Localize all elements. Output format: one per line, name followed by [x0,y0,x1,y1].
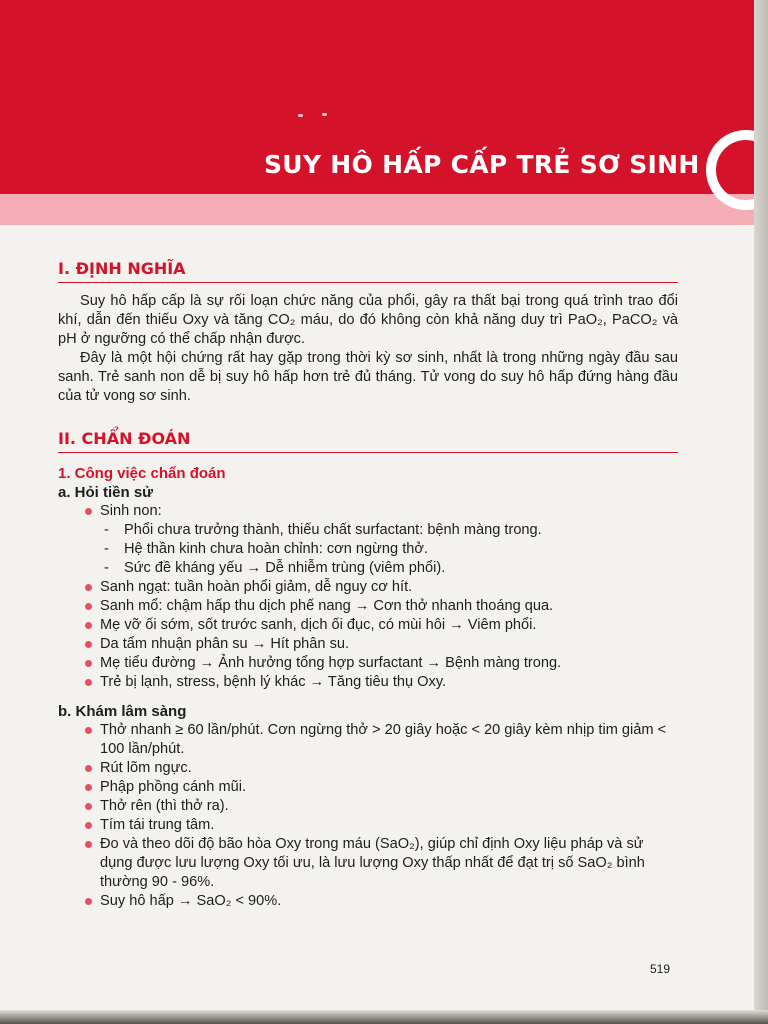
page-edge [754,0,768,1024]
definition-paragraph: Suy hô hấp cấp là sự rối loạn chức năng của phổi, gây ra thất bại trong quá trình trao đổi khí, dẫn đến thiếu Oxy và tăng CO₂ máu, do đó không còn khả năng duy trì PaO₂, PaCO₂ và pH ở ngưỡng có thể chấp nhận được. [58,293,678,347]
banner-speck [298,114,303,117]
section-heading-definition: I. ĐỊNH NGHĨA [58,258,678,283]
list-item: Thở nhanh ≥ 60 lần/phút. Cơn ngừng thở > 20 giây hoặc < 20 giây kèm nhịp tim giảm < 100 lần/phút. [84,721,678,759]
list-item-text: Sinh non: [100,503,162,519]
history-heading: a. Hỏi tiền sử [58,484,154,501]
list-item: - Hệ thần kinh chưa hoàn chỉnh: cơn ngừng thở. [104,540,678,559]
list-item: Phập phồng cánh mũi. [84,778,678,797]
list-item: Sanh ngạt: tuần hoàn phổi giảm, dễ nguy cơ hít. [84,578,678,597]
list-item: Mẹ tiểu đường → Ảnh hưởng tổng hợp surfactant → Bệnh màng trong. [84,654,678,673]
list-item: - Sức đề kháng yếu → Dễ nhiễm trùng (viêm phổi). [104,559,678,578]
subsection-heading: 1. Công việc chẩn đoán [58,465,226,482]
chapter-title: SUY HÔ HẤP CẤP TRẺ SƠ SINH [264,150,700,179]
list-item: Da tẩm nhuận phân su → Hít phân su. [84,635,678,654]
definition-paragraph: Đây là một hội chứng rất hay gặp trong thời kỳ sơ sinh, nhất là trong những ngày đầu sau sanh. Trẻ sanh non dễ bị suy hô hấp hơn trẻ đủ tháng. Tử vong do suy hô hấp đứng hàng đầu của tử vong sơ sinh. [58,350,678,404]
banner-stripe [0,194,754,225]
exam-heading: b. Khám lâm sàng [58,703,187,720]
preterm-sublist [100,521,678,578]
list-item: Suy hô hấp → SaO₂ < 90%. [84,892,678,911]
banner-speck [322,113,327,116]
list-item: Tím tái trung tâm. [84,816,678,835]
history-list [58,502,678,692]
page-content [58,258,678,911]
list-item: Thở rên (thì thở ra). [84,797,678,816]
list-item: Sanh mổ: chậm hấp thu dịch phế nang → Cơn thở nhanh thoáng qua. [84,597,678,616]
page-number: 519 [650,962,671,976]
list-item: Đo và theo dõi độ bão hòa Oxy trong máu (SaO₂), giúp chỉ định Oxy liệu pháp và sử dụng được lưu lượng Oxy tối ưu, là lưu lượng Oxy thấp nhất để đạt trị số SaO₂ bình thường 90 - 96%. [84,835,678,892]
section-heading-diagnosis: II. CHẨN ĐOÁN [58,428,678,453]
exam-list [58,721,678,911]
list-item: Mẹ vỡ ối sớm, sốt trước sanh, dịch ối đục, có mùi hôi → Viêm phổi. [84,616,678,635]
list-item: Rút lõm ngực. [84,759,678,778]
list-item: - Phổi chưa trưởng thành, thiếu chất surfactant: bệnh màng trong. [104,521,678,540]
list-item [84,502,678,578]
list-item: Trẻ bị lạnh, stress, bệnh lý khác → Tăng tiêu thụ Oxy. [84,673,678,692]
page-bottom-edge [0,1010,768,1024]
